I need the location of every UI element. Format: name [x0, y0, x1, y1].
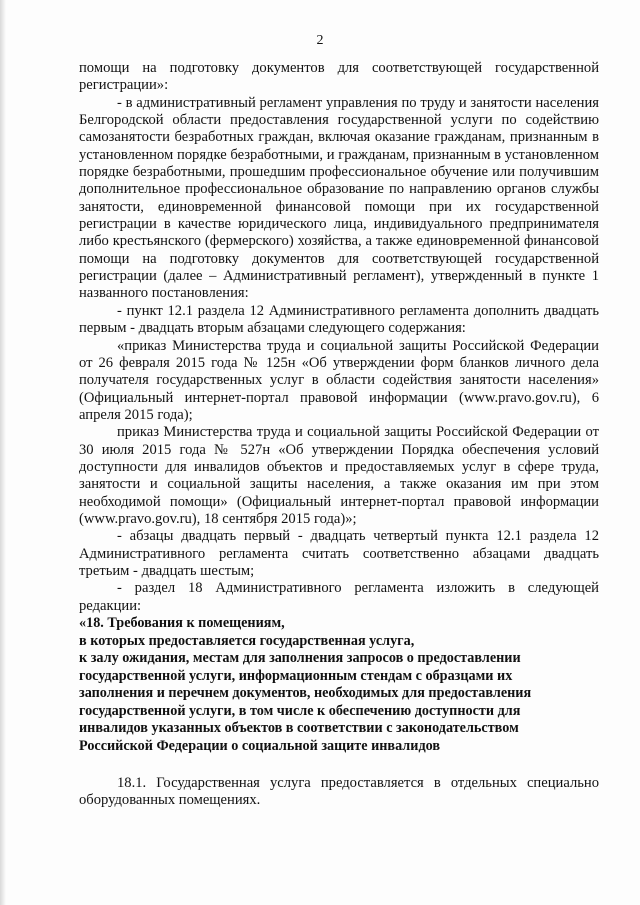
heading-line: заполнения и перечнем документов, необходимых для предоставления	[79, 685, 532, 701]
document-body	[79, 60, 599, 810]
paragraph-18-1: 18.1. Государственная услуга предоставляется в отдельных специально оборудованных помещениях.	[79, 775, 599, 809]
paragraph-order-527n: приказ Министерства труда и социальной защиты Российской Федерации от 30 июля 2015 года № 527н «Об утверждении Порядка обеспечения условий доступности для инвалидов объектов и предоставляемых услуг в сфере труда, занятости и социальной защиты населения, а также оказания им при этом необходимой помощи» (Официальный интернет-портал правовой информации (www.pravo.gov.ru), 18 сентября 2015 года)»;	[79, 424, 599, 527]
paragraph-continuation: помощи на подготовку документов для соответствующей государственной регистрации»:	[79, 60, 599, 94]
paragraph-section-18: - раздел 18 Административного регламента изложить в следующей редакции:	[79, 580, 599, 614]
heading-line: государственной услуги, информационным стендам с образцами их	[79, 667, 513, 684]
heading-line: «18. Требования к помещениям,	[79, 615, 285, 631]
heading-line: инвалидов указанных объектов в соответствии с законодательством	[79, 720, 519, 736]
paragraph-renumbering: - абзацы двадцать первый - двадцать четвертый пункта 12.1 раздела 12 Административного регламента считать соответственно абзацами двадцать третьим - двадцать шестым;	[79, 528, 599, 579]
section-18-heading	[79, 615, 599, 755]
heading-line: государственной услуги, в том числе к обеспечению доступности для	[79, 702, 521, 719]
paragraph-order-125n: «приказ Министерства труда и социальной защиты Российской Федерации от 26 февраля 2015 года № 125н «Об утверждении форм бланков личного дела получателя государственных услуг в области содействия занятости населения» (Официальный интернет-портал правовой информации (www.pravo.gov.ru), 6 апреля 2015 года);	[79, 337, 599, 423]
heading-line: Российской Федерации о социальной защите инвалидов	[79, 737, 441, 754]
heading-line: в которых предоставляется государственная услуга,	[79, 632, 415, 649]
page-number: 2	[316, 33, 324, 48]
scan-edge-shadow	[0, 0, 6, 905]
paragraph-item-12-1: - пункт 12.1 раздела 12 Административного регламента дополнить двадцать первым - двадцать вторым абзацами следующего содержания:	[79, 302, 599, 337]
heading-line: к залу ожидания, местам для заполнения запросов о предоставлении	[79, 650, 521, 666]
paragraph-regulation-amendment: - в административный регламент управления по труду и занятости населения Белгородской области предоставления государственной услуги по содействию самозанятости безработных граждан, включая оказание гражданам, признанным в установленном порядке безработными, и гражданам, признанным в установленном порядке безработными, прошедшим профессиональное обучение или получившим дополнительное профессиональное образование по направлению органов службы занятости, единовременной финансовой помощи при их государственной регистрации в качестве юридического лица, индивидуального предпринимателя либо крестьянского (фермерского) хозяйства, а также единовременной финансовой помощи на подготовку документов для соответствующей государственной регистрации (далее – Административный регламент), утвержденный в пункте 1 названного постановления:	[79, 94, 599, 302]
